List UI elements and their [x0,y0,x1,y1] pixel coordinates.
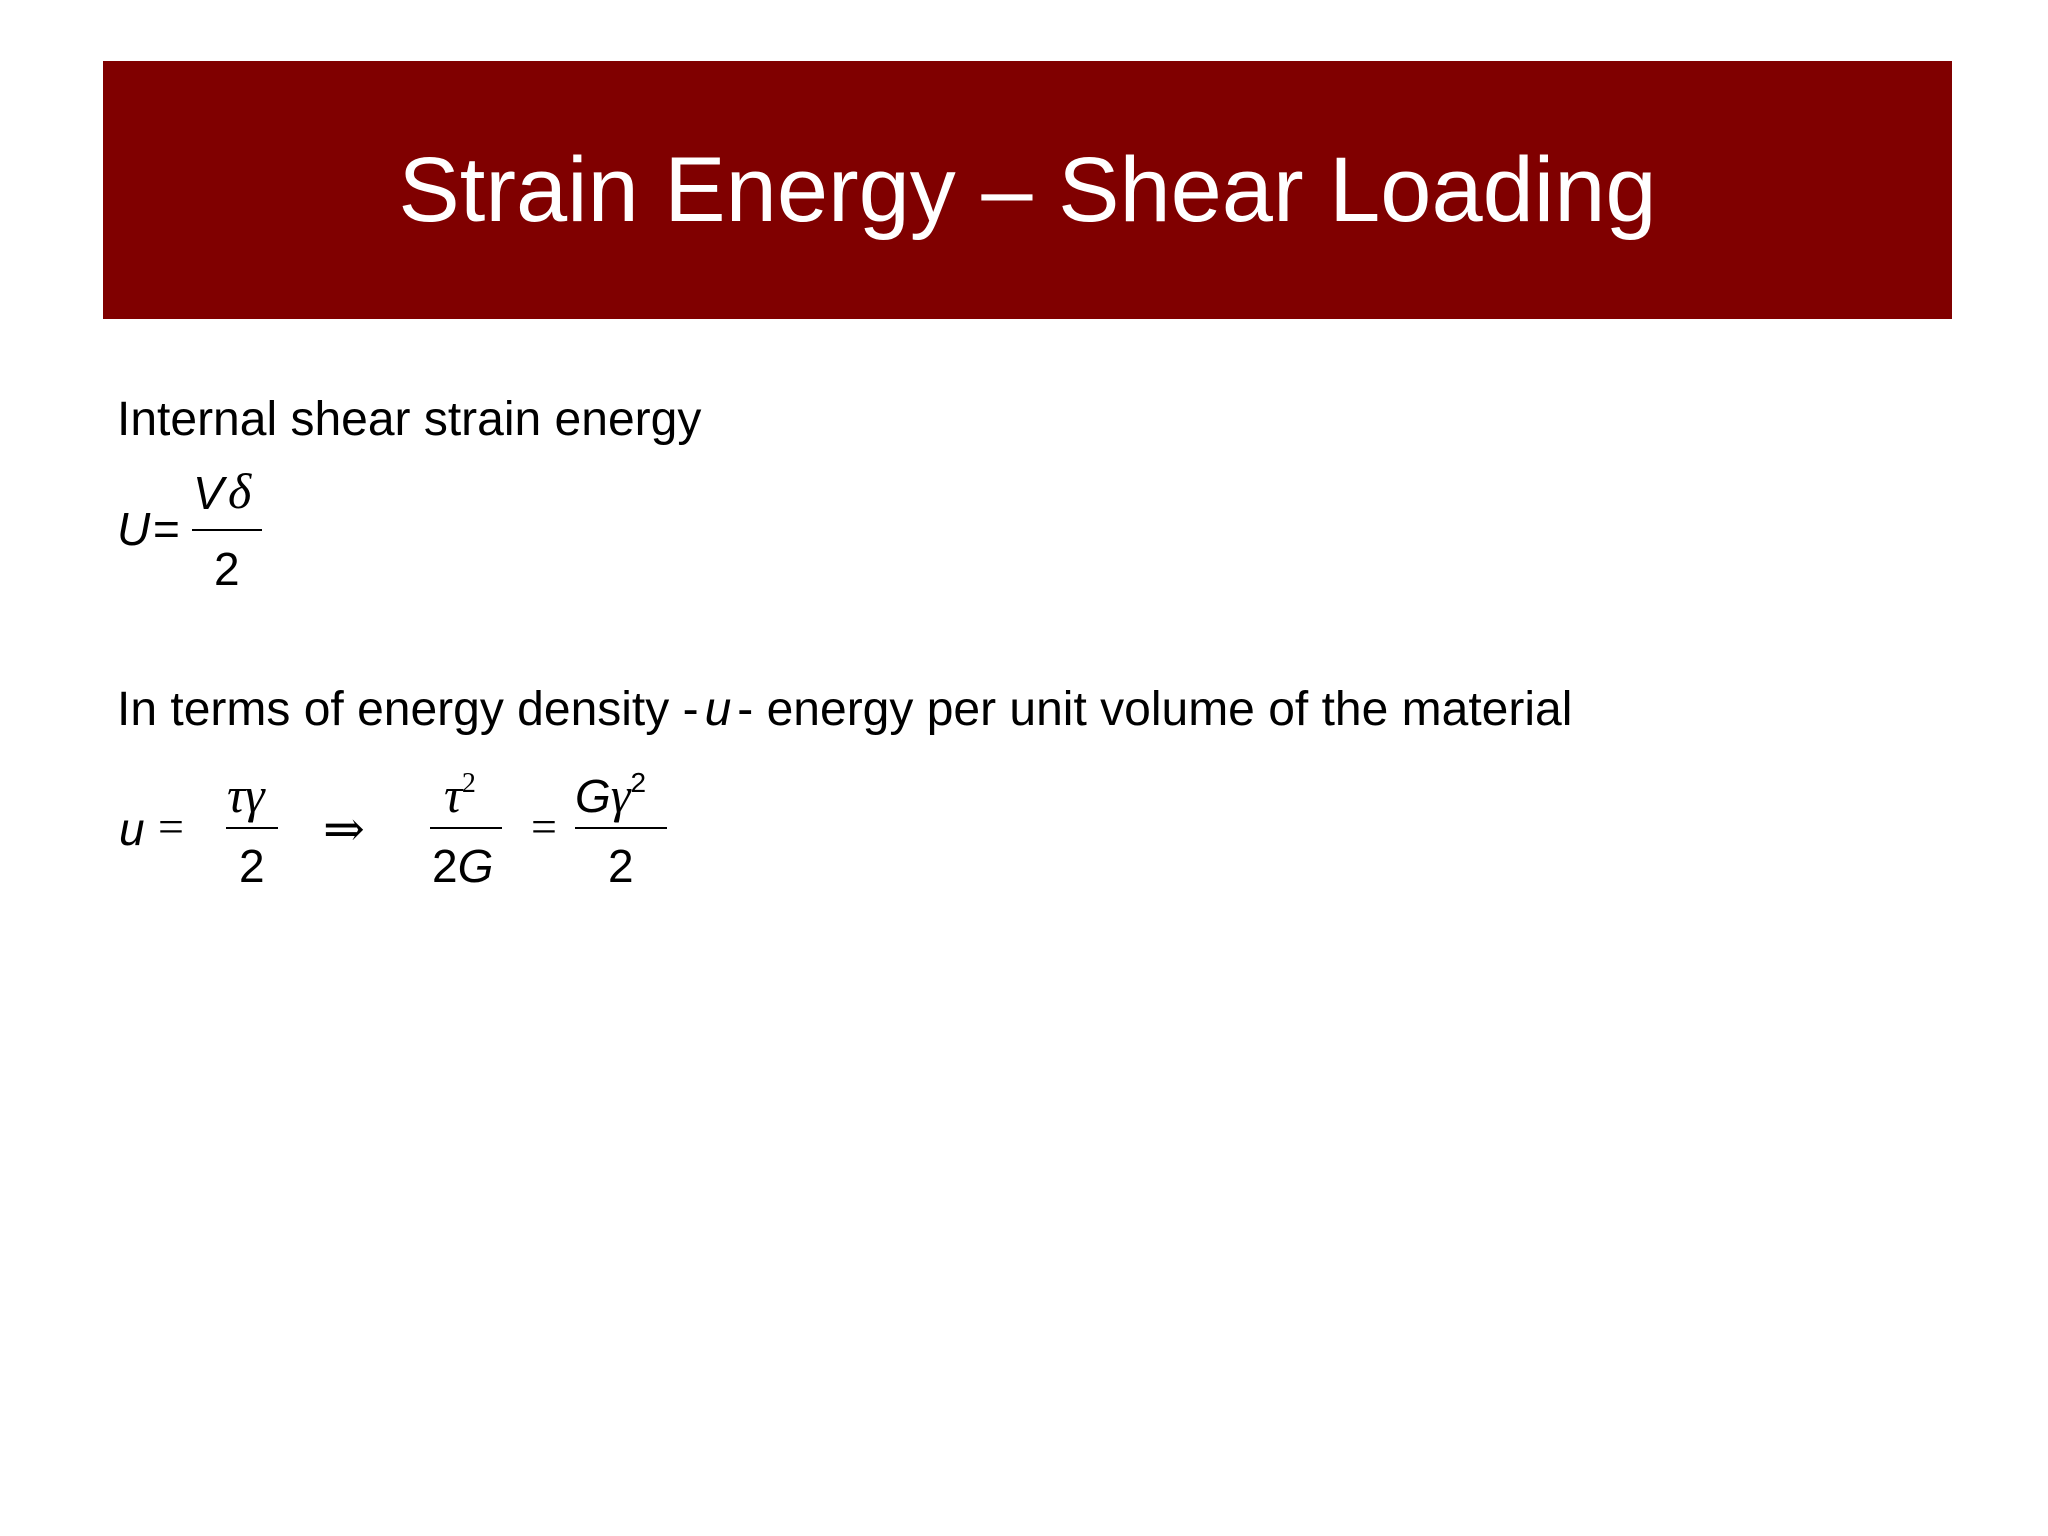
eq2-frac3-denominator: 2 [608,840,634,892]
eq1-numerator-delta: δ [228,463,252,519]
intro-text: Internal shear strain energy [117,393,702,446]
energy-density-text-start: In terms of energy density - [117,683,699,736]
eq2-implies-arrow: ⇒ [323,801,365,857]
eq2-frac2-den-var: G [457,840,494,892]
eq2-frac3-numerator [575,767,647,823]
eq2-equals-second: = [531,801,557,852]
eq2-frac1-denominator: 2 [239,840,265,892]
eq1-numerator-v: V [193,467,224,519]
eq2-equals: = [158,801,184,852]
eq1-denominator: 2 [214,543,240,595]
eq2-frac3-g: G [575,770,611,822]
eq2-frac3-gamma: γ [610,767,631,823]
eq2-frac2-exponent: 2 [461,768,476,799]
eq2-frac2-numerator [444,767,476,823]
eq2-frac2-denominator [432,840,494,892]
eq1-lhs: U [117,503,151,555]
eq2-frac2-den-number: 2 [432,840,458,892]
slide-title: Strain Energy – Shear Loading [398,139,1657,241]
energy-density-text [117,683,1573,736]
eq2-frac3-bar [575,827,667,829]
eq2-frac3-exponent: 2 [630,767,647,798]
energy-density-variable: u [704,683,732,736]
eq2-lhs: u [119,803,145,855]
eq2-frac2-tau: τ [444,767,462,823]
eq1-fraction-bar [192,529,262,531]
eq1-equals: = [153,503,180,555]
title-banner [103,61,1952,319]
eq2-frac1-numerator: τγ [227,767,265,823]
eq2-frac1-bar [226,827,278,829]
energy-density-text-end: - energy per unit volume of the material [737,683,1573,736]
eq2-frac2-bar [430,827,502,829]
